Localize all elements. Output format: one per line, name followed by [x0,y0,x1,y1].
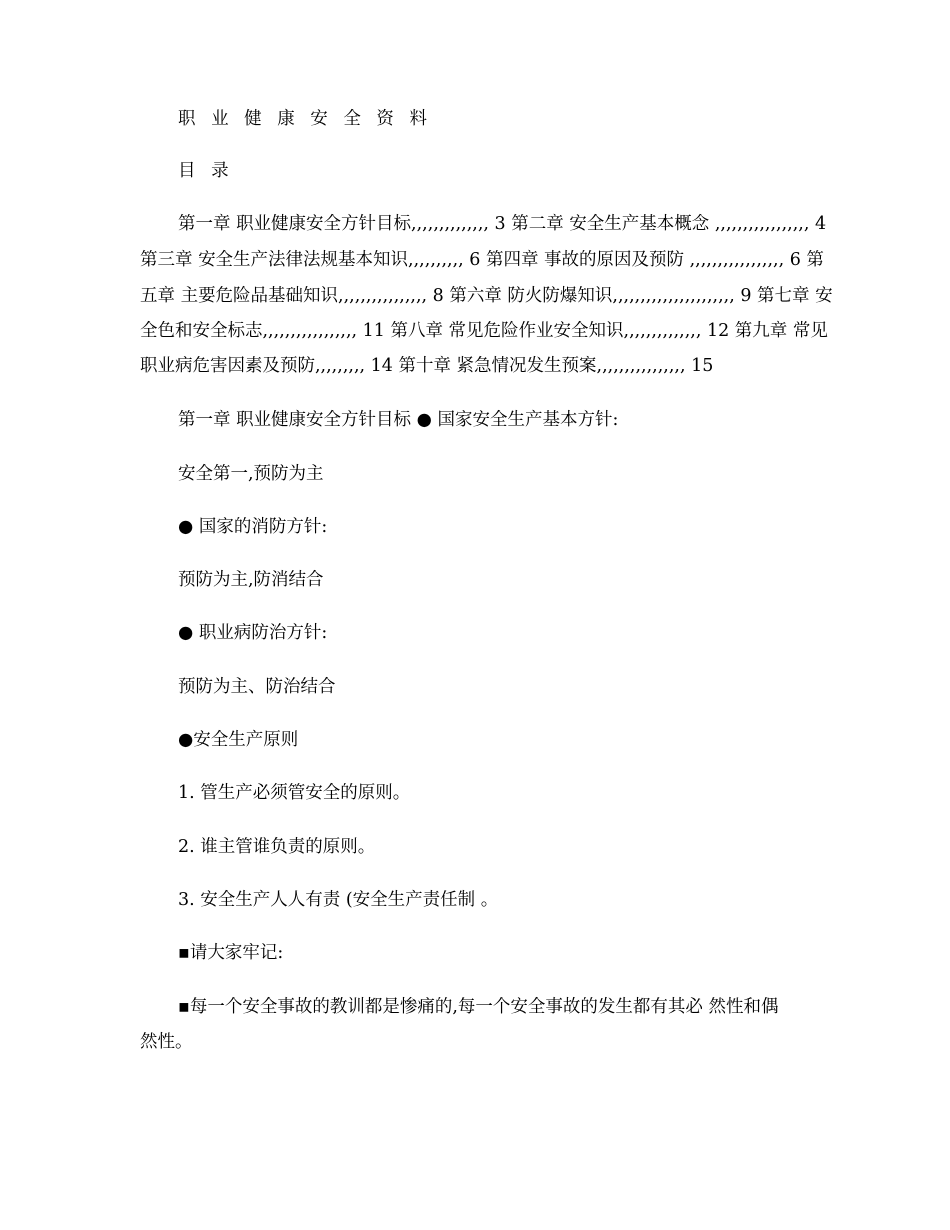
occupational-policy-text: 预防为主、防治结合 [178,677,336,697]
toc-heading: 目 录 [178,161,234,181]
toc-line: 全色和安全标志,,,,,,,,,,,,,,,,, 11 第八章 常见危险作业安全知识,,,,,,,,,,,,,, 12 第九章 常见 [140,321,828,341]
toc-line: 职业病危害因素及预防,,,,,,,,, 14 第十章 紧急情况发生预案,,,,,,,,,,,,,,,, 15 [140,356,714,376]
toc-line: 五章 主要危险品基础知识,,,,,,,,,,,,,,,, 8 第六章 防火防爆知识,,,,,,,,,,,,,,,,,,,,,, 9 第七章 安 [140,286,833,306]
list-item: 1. 管生产必须管安全的原则。 [178,783,411,803]
fire-policy-text: 预防为主,防消结合 [178,570,324,590]
remember-text: ▪每一个安全事故的教训都是惨痛的,每一个安全事故的发生都有其必 然性和偶 [178,997,779,1017]
fire-policy-heading: ● 国家的消防方针: [178,517,328,537]
list-item: 2. 谁主管谁负责的原则。 [178,837,376,857]
list-item: 3. 安全生产人人有责 (安全生产责任制 。 [178,890,499,910]
toc-line: 第三章 安全生产法律法规基本知识,,,,,,,,,, 6 第四章 事故的原因及预防 ,,,,,,,,,,,,,,,,, 6 第 [140,250,824,270]
chapter1-heading: 第一章 职业健康安全方针目标 ● 国家安全生产基本方针: [178,410,619,430]
remember-text-continuation: 然性。 [140,1032,193,1052]
document-title: 职 业 健 康 安 全 资 料 [178,109,432,129]
remember-heading: ▪请大家牢记: [178,943,284,963]
toc-line: 第一章 职业健康安全方针目标,,,,,,,,,,,,,, 3 第二章 安全生产基本概念 ,,,,,,,,,,,,,,,,, 4 [178,214,827,234]
occupational-policy-heading: ● 职业病防治方针: [178,623,328,643]
safety-policy-text: 安全第一,预防为主 [178,464,324,484]
principles-heading: ●安全生产原则 [178,730,299,750]
